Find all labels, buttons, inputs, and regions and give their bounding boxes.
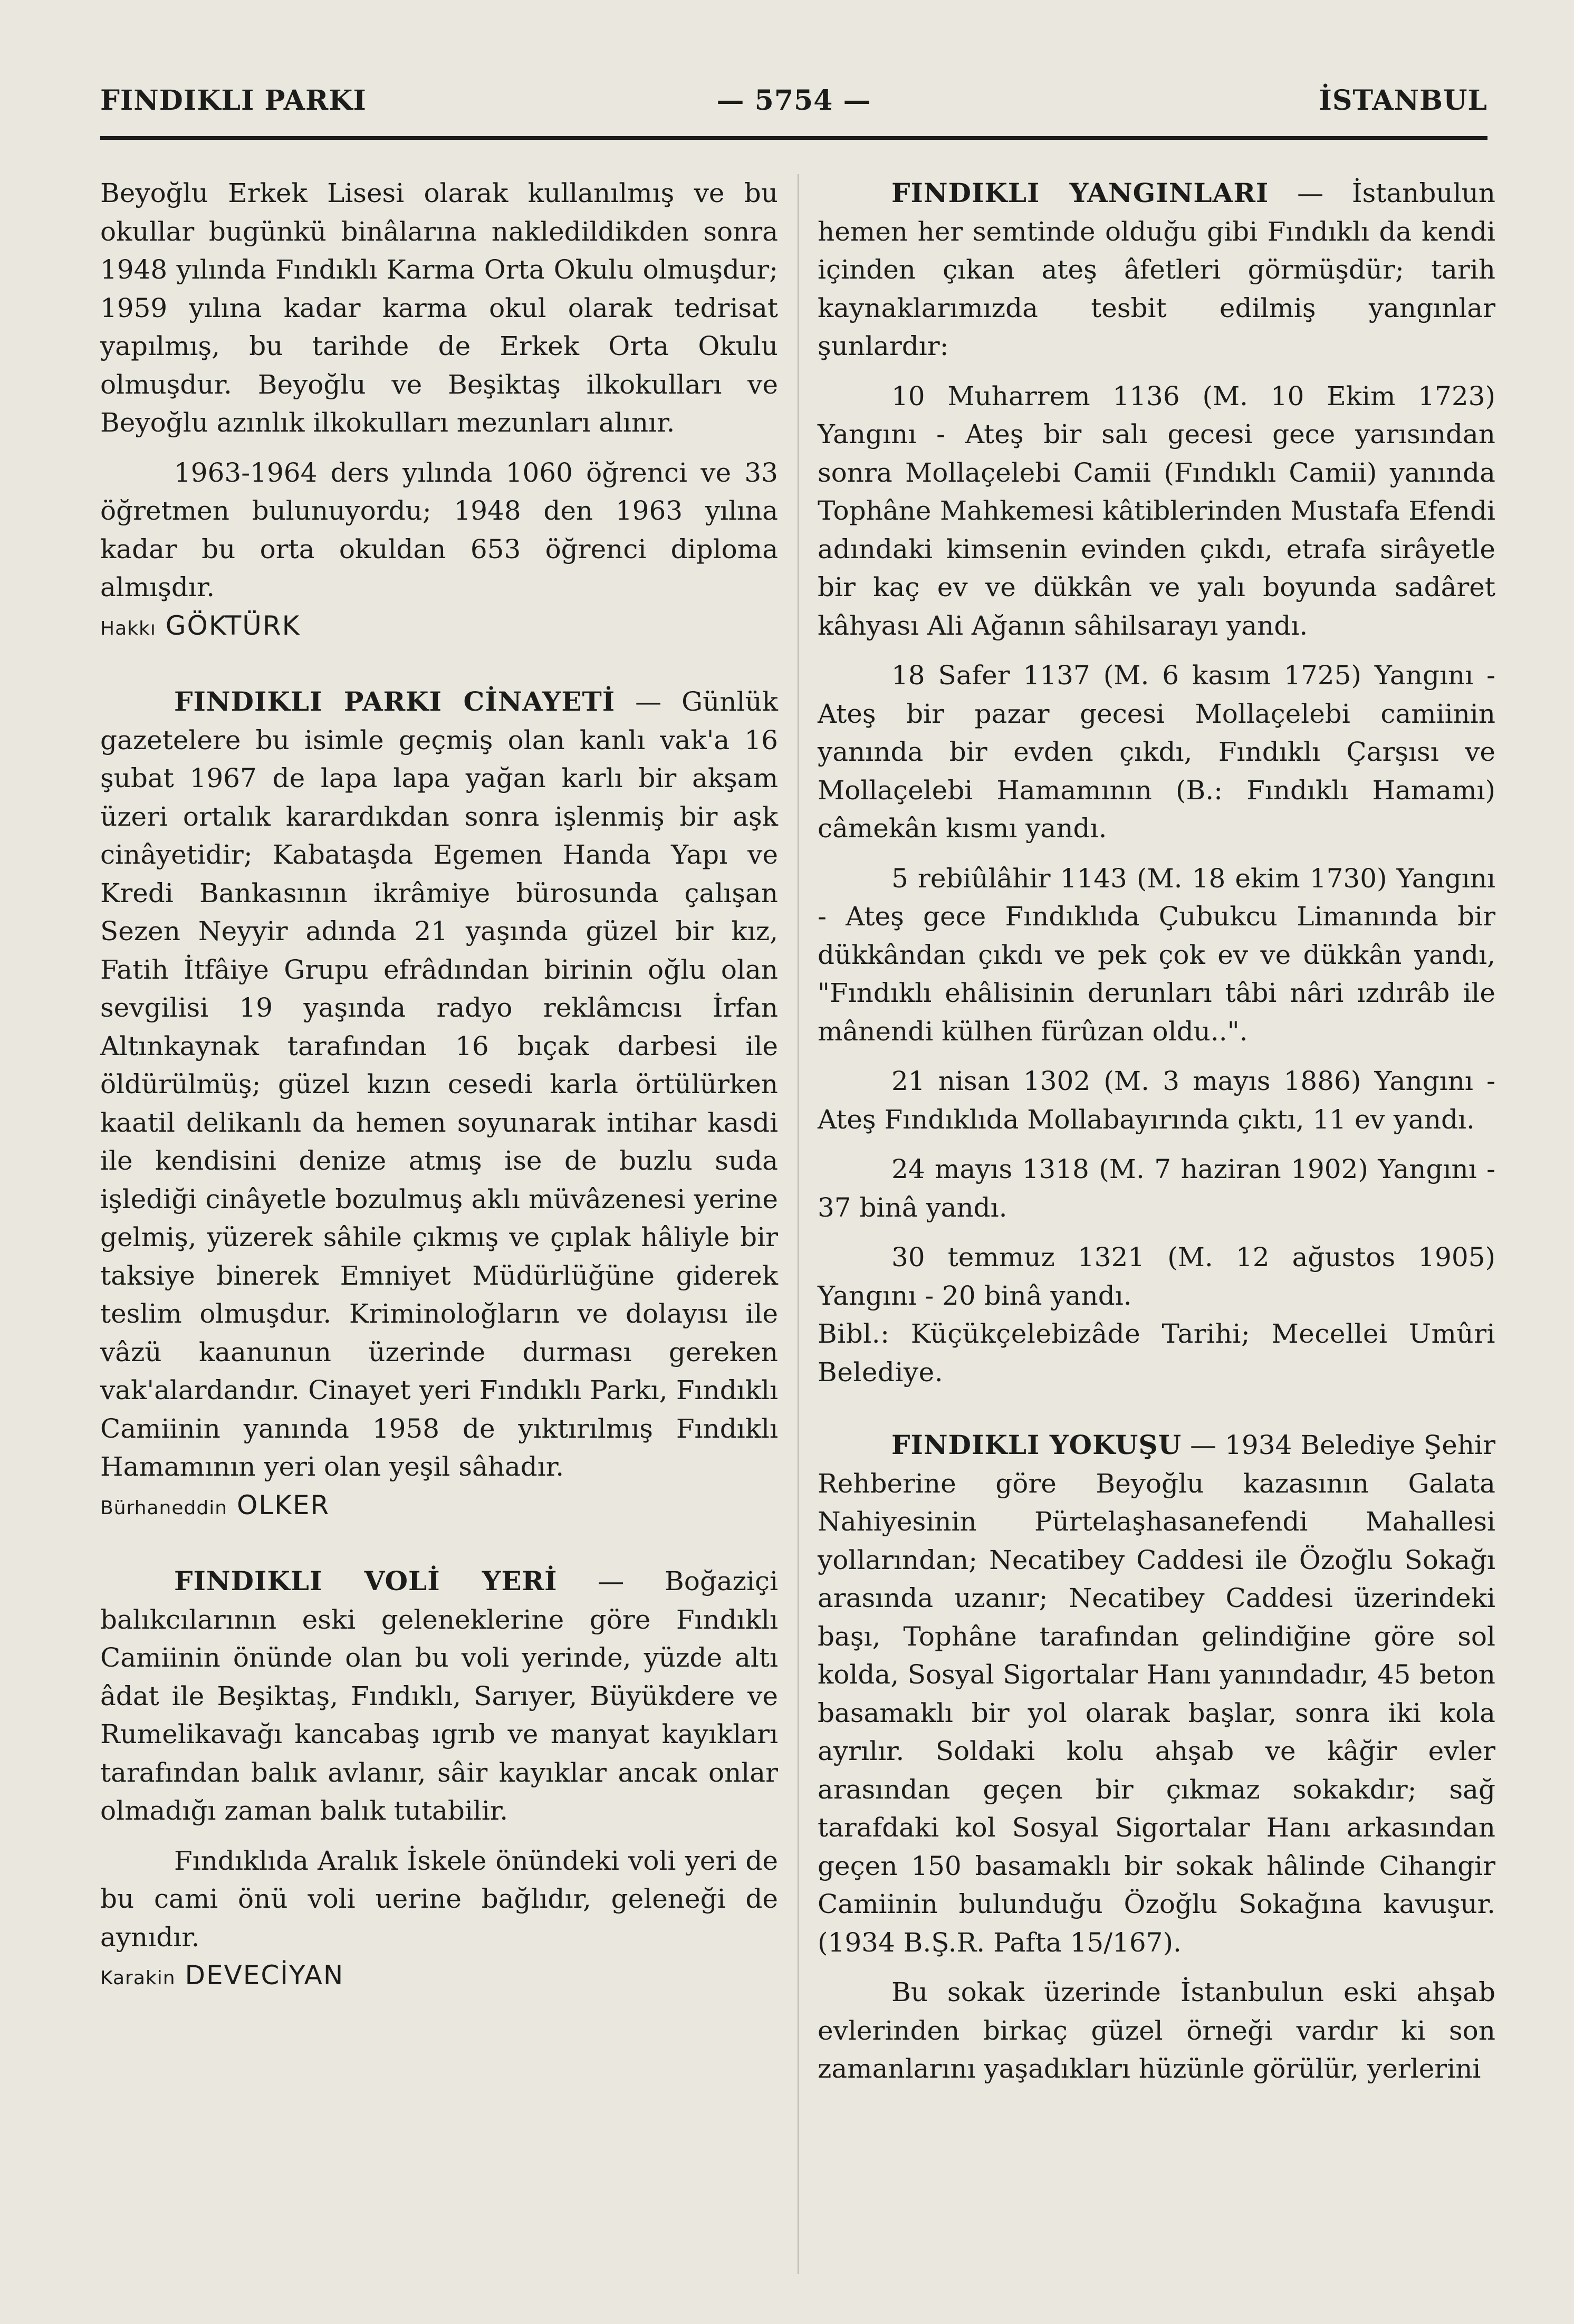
lisesi-paragraph-1: Beyoğlu Erkek Lisesi olarak kullanılmış ve bu okullar bugünkü binâlarına nakledildikden sonra 1948 yılında Fındıklı Karma Orta Okulu olmuşdur; 1959 yılına kadar karma okul olarak tedrisat yapılmış, bu tarihde de Erkek Orta Okulu olmuşdur. Beyoğlu ve Beşiktaş ilkokulları ve Beyoğlu azınlık ilkokulları mezunları alınır. xyxy=(100,178,778,438)
lisesi-paragraph-2: 1963-1964 ders yılında 1060 öğrenci ve 33 öğretmen bulunuyordu; 1948 den 1963 yılına kadar bu orta okuldan 653 öğrenci diploma almışdır. xyxy=(100,457,778,602)
entry-text-voli: — Boğaziçi balıkcılarının eski geleneklerine göre Fındıklı Camiinin önünde olan bu voli yerinde, yüzde altı âdat ile Beşiktaş, Fındıklı, Sarıyer, Büyükdere ve Rumelikavağı kancabaş ıgrıb ve manyat kayıkları tarafından balık avlanır, sâir kayıklar ancak onlar olmadığı zaman balık tutabilir. xyxy=(100,1566,778,1826)
signature-first-name: Bürhaneddin xyxy=(100,1497,228,1519)
right-column xyxy=(818,174,1495,2088)
entry-text-yokusu: — 1934 Belediye Şehir Rehberine göre Beyoğlu kazasının Galata Nahiyesinin Pürtelaşhasanefendi Mahallesi yollarından; Necatibey Caddesi ile Özoğlu Sokağı arasında uzanır; Necatibey Caddesi üzerindeki başı, Tophâne tarafından gelindiğine göre sol kolda, Sosyal Sigortalar Hanı yanındadır, 45 beton basamaklı bir yol olarak başlar, sonra iki kola ayrılır. Soldaki kolu ahşab ve kâğir evler arasından geçen bir çıkmaz sokakdır; sağ tarafdaki kol Sosyal Sigortalar Hanı arkasından geçen 150 basamaklı bir sokak hâlinde Cihangir Camiinin bulunduğu Özoğlu Sokağına kavuşur. (1934 B.Ş.R. Pafta 15/167). xyxy=(818,1430,1495,1958)
fire-record: 10 Muharrem 1136 (M. 10 Ekim 1723) Yangını - Ateş bir salı gecesi gece yarısından sonra Mollaçelebi Camii (Fındıklı Camii) yanında Tophâne Mahkemesi kâtiblerinden Mustafa Efendi adındaki kimsenin evinden çıkdı, etrafa sirâyetle bir kaç ev ve dükkân ve yalı boyunda sadâret kâhyası Ali Ağanın sâhilsarayı yandı. xyxy=(818,380,1495,641)
yokusu-paragraph-2: Bu sokak üzerinde İstanbulun eski ahşab evlerinden birkaç güzel örneği vardır ki son zamanlarını yaşadıkları hüzünle görülür, yerlerini xyxy=(818,1977,1495,2084)
entry-voli-yeri xyxy=(100,1562,778,1830)
header-rule xyxy=(100,136,1487,140)
signature-burhaneddin-olker xyxy=(100,1486,778,1528)
signature-first-name: Hakkı xyxy=(100,617,156,639)
signature-last-name: DEVECİYAN xyxy=(185,1960,344,1991)
header-page-number: — 5754 — xyxy=(716,84,871,117)
entry-title-voli: FINDIKLI VOLİ YERİ xyxy=(174,1565,558,1596)
column-divider xyxy=(798,174,799,2274)
entry-yanginlari xyxy=(818,174,1495,366)
entry-title-cinayet: FINDIKLI PARKI CİNAYETİ xyxy=(174,686,616,717)
entry-title-yanginlari: FINDIKLI YANGINLARI xyxy=(891,177,1269,208)
signature-last-name: OLKER xyxy=(236,1489,330,1520)
entry-title-yokusu: FINDIKLI YOKUŞU xyxy=(891,1429,1182,1460)
fire-record: 18 Safer 1137 (M. 6 kasım 1725) Yangını - Ateş bir pazar gecesi Mollaçelebi camiinin yanında bir evden çıkdı, Fındıklı Çarşısı ve Mollaçelebi Hamamının (B.: Fındıklı Hamamı) câmekân kısmı yandı. xyxy=(818,660,1495,844)
signature-hakki-gokturk xyxy=(100,607,778,648)
running-header xyxy=(100,84,1487,132)
voli-paragraph-2: Fındıklıda Aralık İskele önündeki voli yeri de bu cami önü voli uerine bağlıdır, geleneği de aynıdır. xyxy=(100,1845,778,1953)
header-volume-title: İSTANBUL xyxy=(1319,84,1487,117)
signature-karakin-deveciyan xyxy=(100,1956,778,1998)
bibliography: Bibl.: Küçükçelebizâde Tarihi; Mecellei Umûri Belediye. xyxy=(818,1318,1495,1388)
entry-cinayet xyxy=(100,683,778,1486)
signature-last-name: GÖKTÜRK xyxy=(165,610,301,641)
fire-record: 24 mayıs 1318 (M. 7 haziran 1902) Yangını - 37 binâ yandı. xyxy=(818,1154,1495,1223)
left-column xyxy=(100,174,778,1998)
fire-record: 5 rebiûlâhir 1143 (M. 18 ekim 1730) Yangını - Ateş gece Fındıklıda Çubukcu Limanında bir dükkândan çıkdı ve pek çok ev ve dükkân yandı, "Fındıklı ehâlisinin derunları tâbi nâri ızdırâb ile mânendi külhen fürûzan oldu..". xyxy=(818,863,1495,1047)
signature-first-name: Karakin xyxy=(100,1967,176,1989)
entry-text-cinayet: — Günlük gazetelere bu isimle geçmiş olan kanlı vak'a 16 şubat 1967 de lapa lapa yağan karlı bir akşam üzeri ortalık karardıkdan sonra işlenmiş bir aşk cinâyetidir; Kabataşda Egemen Handa Yapı ve Kredi Bankasının ikrâmiye bürosunda çalışan Sezen Neyyir adında 21 yaşında güzel bir kız, Fatih İtfâiye Grupu efrâdından birinin oğlu olan sevgilisi 19 yaşında radyo reklâmcısı İrfan Altınkaynak tarafından 16 bıçak darbesi ile öldürülmüş; güzel kızın cesedi karla örtülürken kaatil delikanlı da hemen soyunarak intihar kasdi ile kendisini denize atmış ise de buzlu suda işlediği cinâyetle bozulmuş aklı müvâzenesi yerine gelmiş, yüzerek sâhile çıkmış ve çıplak hâliyle bir taksiye binerek Emniyet Müdürlüğüne giderek teslim olmuşdur. Kriminoloğların ve dolayısı ile vâzü kaanunun üzerinde durması gereken vak'alardandır. Cinayet yeri Fındıklı Parkı, Fındıklı Camiinin yanında 1958 de yıktırılmış Fındıklı Hamamının yeri olan yeşil sâhadır. xyxy=(100,686,778,1482)
header-entry-name: FINDIKLI PARKI xyxy=(100,84,367,117)
fire-record: 21 nisan 1302 (M. 3 mayıs 1886) Yangını - Ateş Fındıklıda Mollabayırında çıktı, 11 ev yandı. xyxy=(818,1066,1495,1135)
entry-text-yanginlari: — İstanbulun hemen her semtinde olduğu gibi Fındıklı da kendi içinden çıkan ateş âfetleri görmüşdür; tarih kaynaklarımızda tesbit edilmiş yangınlar şunlardır: xyxy=(818,178,1495,361)
entry-yokusu xyxy=(818,1426,1495,1962)
fire-record: 30 temmuz 1321 (M. 12 ağustos 1905) Yangını - 20 binâ yandı. xyxy=(818,1242,1495,1311)
